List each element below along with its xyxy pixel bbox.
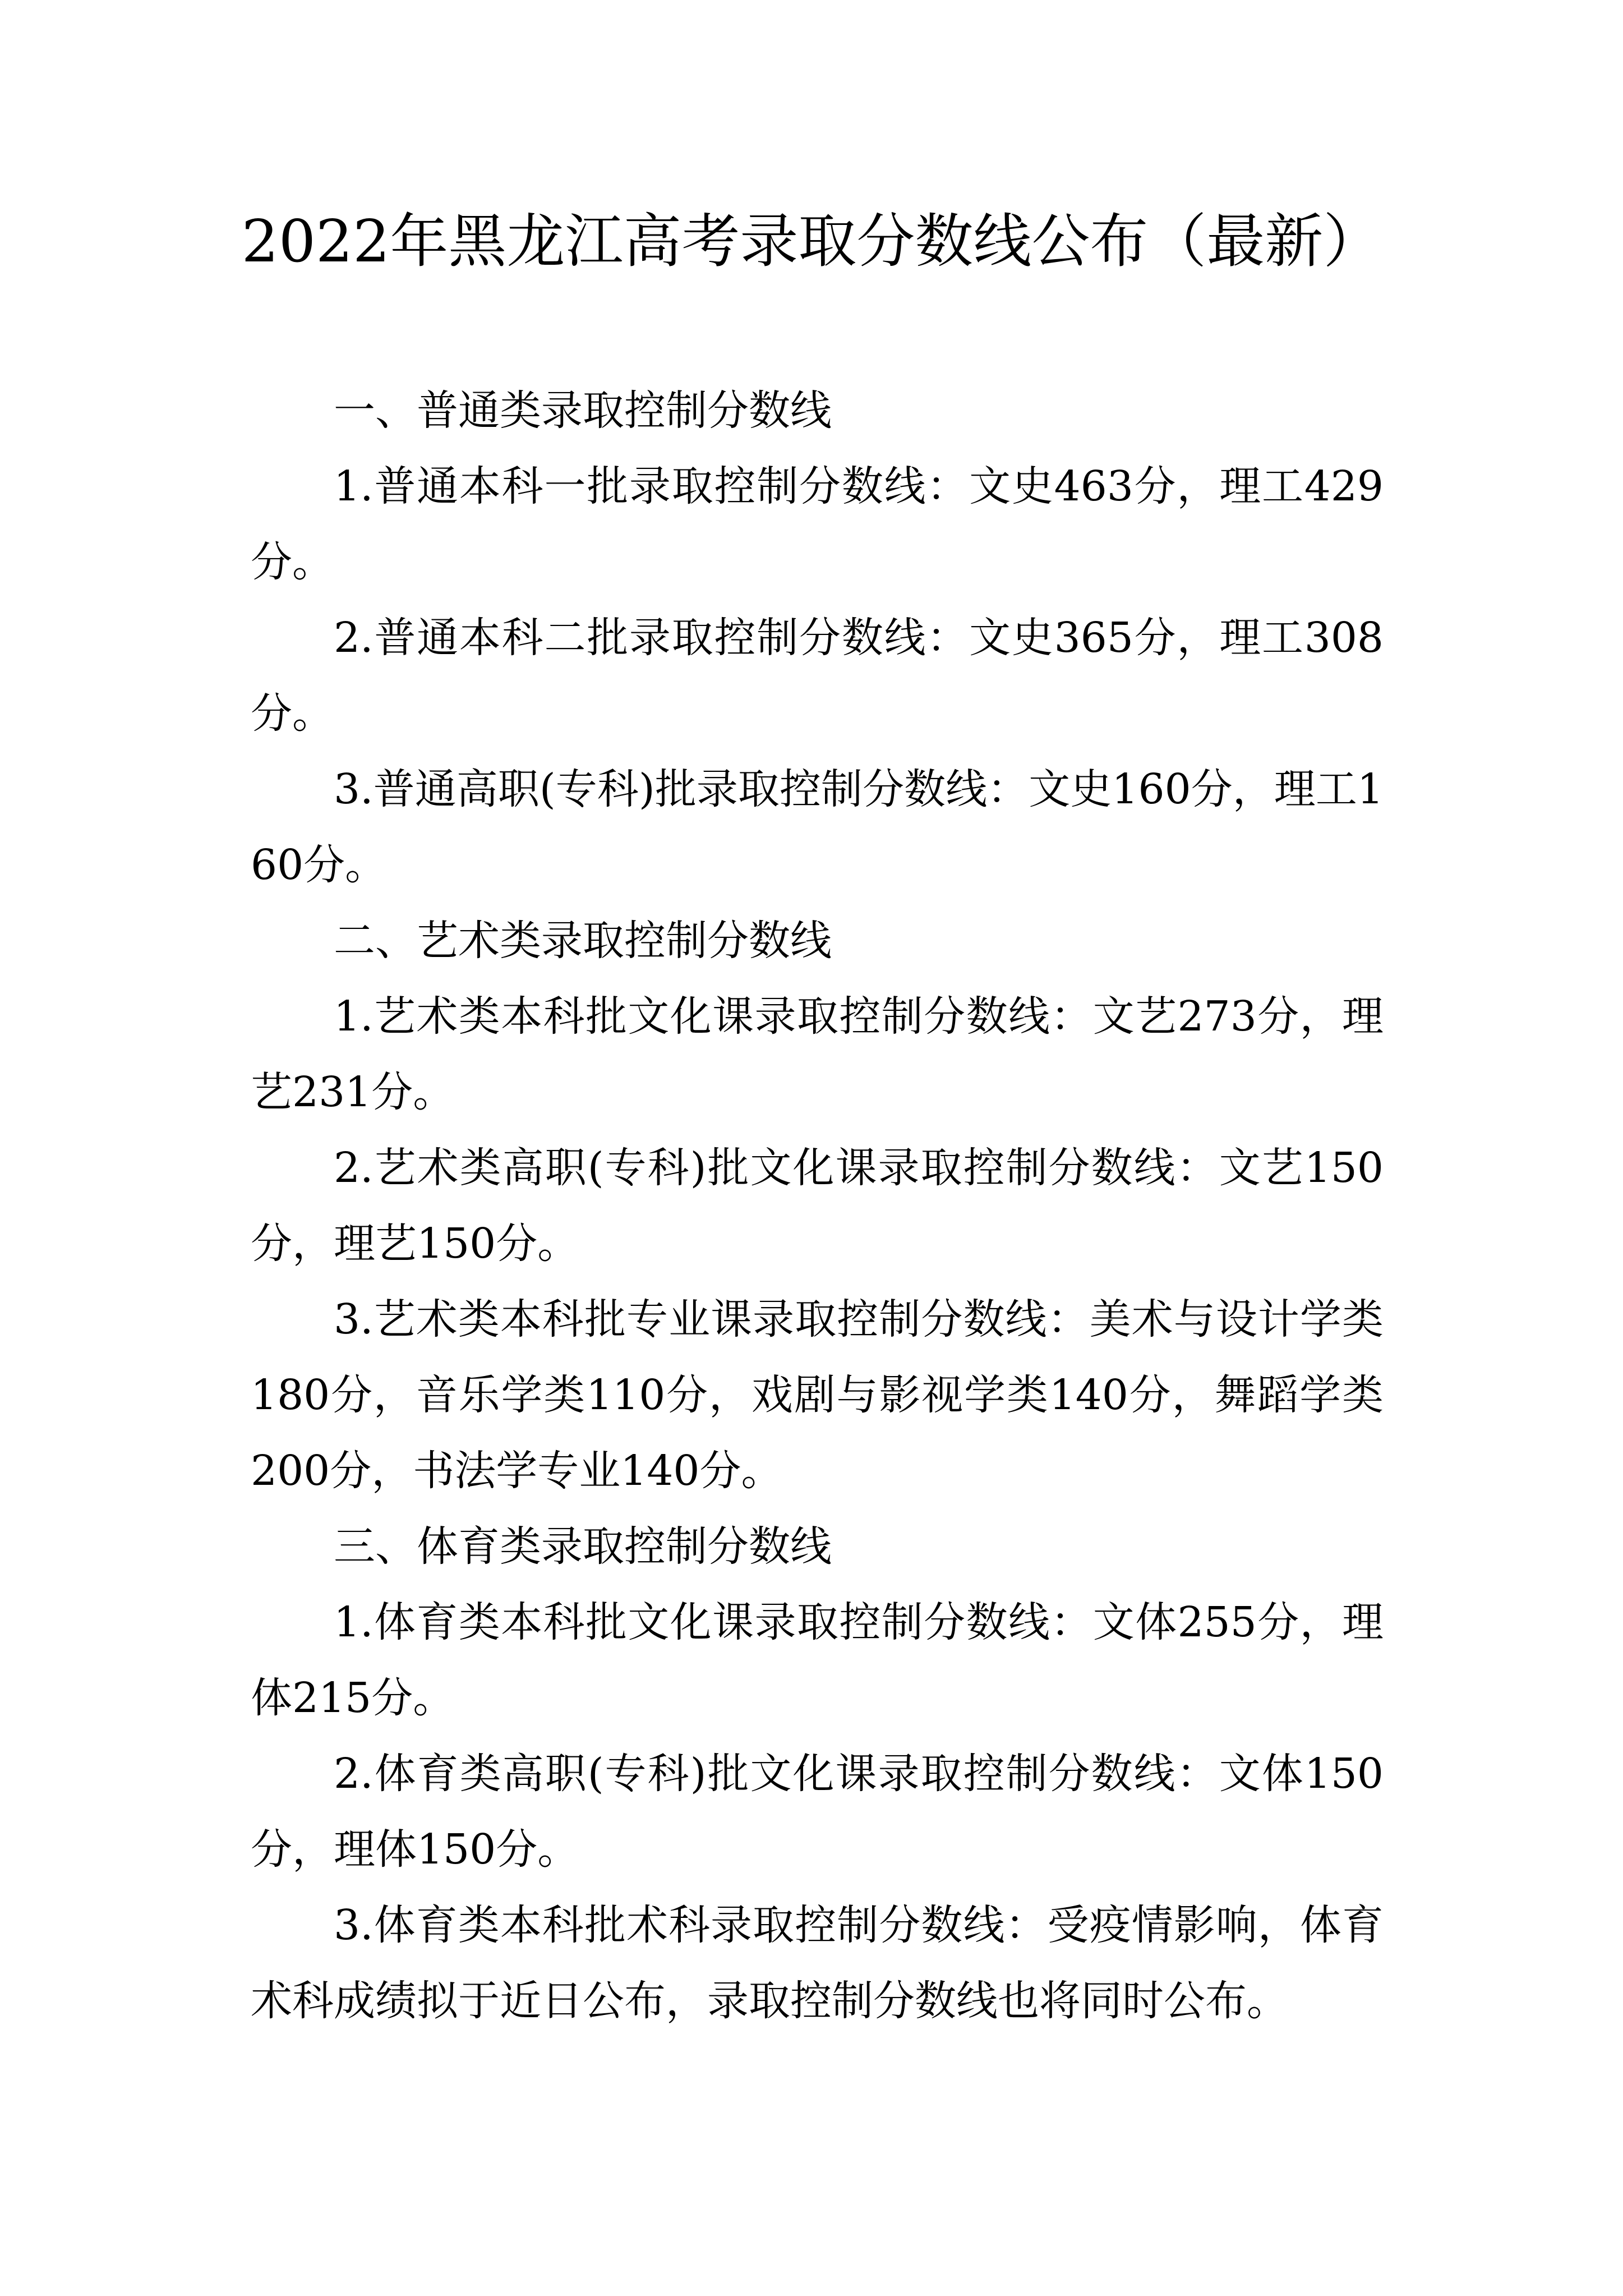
paragraph-art-vocational-culture: 2.艺术类高职(专科)批文化课录取控制分数线：文艺150分，理艺150分。 bbox=[251, 1144, 1384, 1268]
section-heading-sports: 三、体育类录取控制分数线 bbox=[334, 1522, 832, 1571]
section-heading-general: 一、普通类录取控制分数线 bbox=[334, 386, 832, 435]
document-title: 2022年黑龙江高考录取分数线公布（最新） bbox=[241, 207, 1382, 275]
paragraph-sports-undergrad-culture: 1.体育类本科批文化课录取控制分数线：文体255分，理体215分。 bbox=[251, 1598, 1384, 1722]
paragraph-sports-vocational-culture: 2.体育类高职(专科)批文化课录取控制分数线：文体150分，理体150分。 bbox=[251, 1750, 1384, 1874]
paragraph-general-tier2: 2.普通本科二批录取控制分数线：文史365分，理工308分。 bbox=[251, 614, 1384, 738]
paragraph-general-vocational: 3.普通高职(专科)批录取控制分数线：文史160分，理工160分。 bbox=[251, 765, 1384, 889]
paragraph-general-tier1: 1.普通本科一批录取控制分数线：文史463分，理工429分。 bbox=[251, 462, 1384, 586]
paragraph-sports-undergrad-skill: 3.体育类本科批术科录取控制分数线：受疫情影响，体育术科成绩拟于近日公布，录取控制分数线也将同时公布。 bbox=[251, 1901, 1384, 2025]
paragraph-art-undergrad-major: 3.艺术类本科批专业课录取控制分数线：美术与设计学类180分，音乐学类110分，戏剧与影视学类140分，舞蹈学类200分，书法学专业140分。 bbox=[251, 1295, 1384, 1495]
section-heading-art: 二、艺术类录取控制分数线 bbox=[334, 917, 832, 965]
document-body bbox=[251, 373, 1384, 2039]
paragraph-art-undergrad-culture: 1.艺术类本科批文化课录取控制分数线：文艺273分，理艺231分。 bbox=[251, 992, 1384, 1116]
